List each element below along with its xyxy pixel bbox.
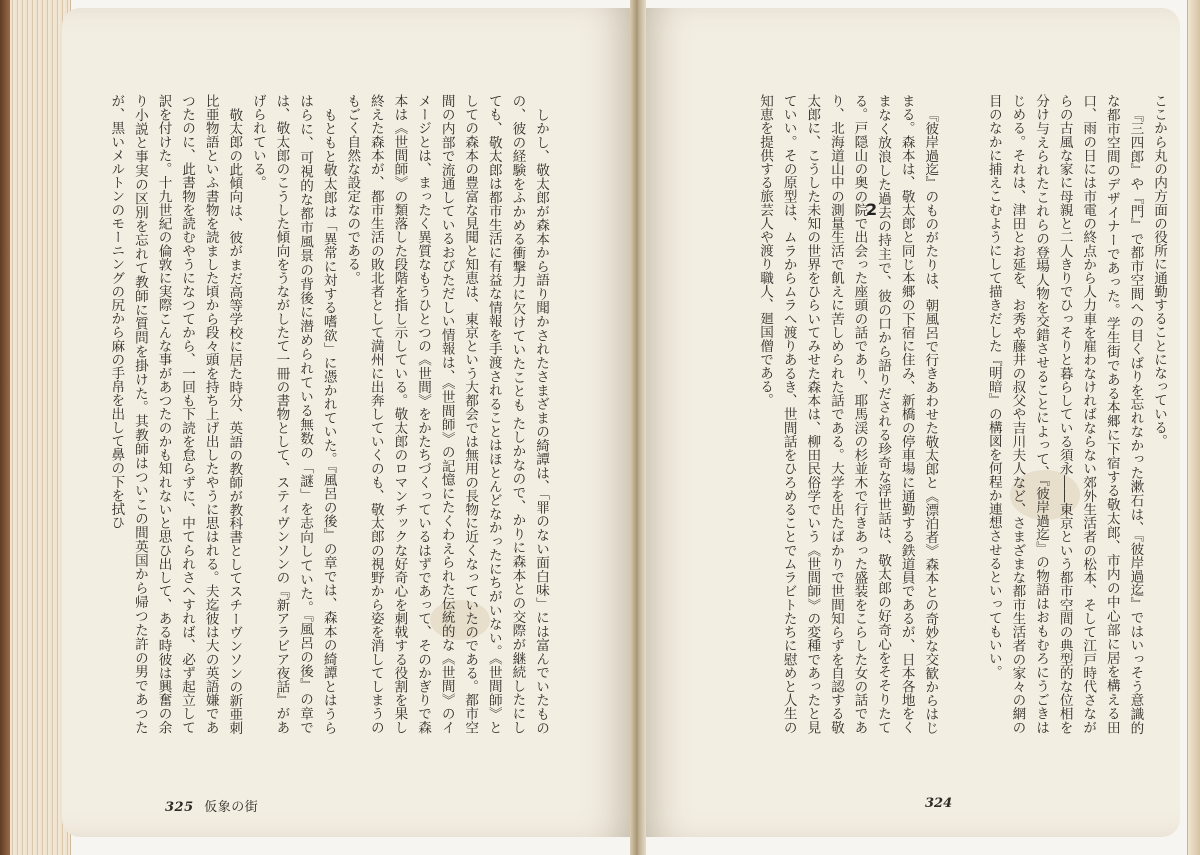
right-page-body [688, 94, 1170, 734]
right-paragraph: 『彼岸過迄』のものがたりは、朝風呂で行きあわせた敬太郎と《漂泊者》森本との奇妙な交歓からはじまる。森本は、敬太郎と同じ本郷の下宿に住み、新橋の停車場に通勤する鉄道員であるが、日本各地をくまなく放浪した過去の持主で、彼の口から語りだされる珍奇な浮世話は、敬太郎の好奇心をそそりたてる。戸隠山の奥の院で出会った座頭の話であり、耶馬渓の杉並木で行きあった盛装をこらした女の話であり、北海道山中の測量生活で飢えに苦しめられた話である。大学を出たばかりで世間知らずを自認する敬太郎に、こうした未知の世界をひらいてみせた森本は、柳田民俗学でいう《世間師》の変種であったと見ていい。その原型は、ムラからムラへ渡りあるき、世間話をひろめることでムラビトたちに慰めと人生の知恵を提供する旅芸人や渡り職人、廻国僧である。 [757, 94, 939, 734]
left-paragraph: 敬太郎の此傾向は、彼がまだ高等学校に居た時分、英語の教師が教科書としてスチーヴンソンの新亜刺比亜物語といふ書物を読ました頃から段々頭を持ち上げ出したやうに思はれる。夫迄彼は大の英語嫌であつたのに、此書物を読むやうになつてから、一回も下読を怠らずに、中てられさへすれば、必ず起立して訳を付けた。十九世紀の倫敦に実際こんな事があつたのかも知れないと思ひ出して、ある時彼は興奮の余り小説と事実の区別を忘れて教師に質問を掛けた。其教師はついこの間英国から帰つた許の男であつたが、黒いメルトンのモーニングの尻から麻の手帛を出して鼻の下を拭ひ [108, 94, 243, 734]
left-page-body [108, 94, 552, 734]
section-spacer [941, 94, 981, 734]
left-cover-edge [0, 0, 10, 855]
right-paragraph: ここから丸の内方面の役所に通勤することになっている。 [1151, 94, 1167, 448]
running-title: 仮象の街 [204, 800, 259, 815]
left-page-edges [0, 0, 71, 855]
section-number: 2 [866, 200, 878, 219]
left-folio [165, 796, 258, 815]
right-page-number: 324 [925, 796, 953, 811]
left-paragraph: しかし、敬太郎が森本から語り聞かされたさまざまの綺譚は、「罪のない面白味」には富んでいたものの、彼の経験をふかめる衝撃力に欠けていたことも たしかなので、かりに森本との交際が継続したにしても、敬太郎は都市生活に有益な情報を手渡されることはほとんどなかったにちがいない。《世間師》としての森本の豊富な見聞と知恵は、東京という大都会では無用の長物に近くなっていたのである。都市空間の内部で流通しているおびただしい情報は、《世間師》の記憶にたくわえられた伝統的な《世間》のイメージとは、まったく異質なもうひとつの《世間》をかたちづくっているはずであって、そのかぎりで森本は《世間師》の類落した段階を指し示している。敬太郎のロマンチックな好奇心を刺戟する役割を果し終えた森本が、都市生活の敗北者として満州に出奔していくのも、敬太郎の視野から姿を消してしまうのもごく自然な設定なのである。 [344, 94, 549, 734]
left-page-number: 325 [165, 800, 194, 815]
right-paragraph: 『三四郎』や『門』で都市空間への目くばりを忘れなかった漱石は、『彼岸過迄』ではいっそう意識的な都市空間のデザイナーであった。学生街である本郷に下宿する敬太郎、市内の中心部に居を構える田口、雨の日には市電の終点から人力車を雇わなければならない郊外生活者の松本、そして江戸時代さながらの古風な家に母親と二人きりでひっそりと暮らしている須永――東京という都市空間の典型的な位相を分け与えられたこれらの登場人物を交錯させることによって、『彼岸過迄』の物語はおもむろにうごきはじめる。それは、津田とお延を、お秀や藤井の叔父や吉川夫人など、さまざまな都市生活者の家々の網の目のなかに捕えこむようにして描きだした『明暗』の構図を何程か連想させるといってもいい。 [985, 94, 1144, 734]
right-page-edges [1187, 0, 1200, 855]
book-gutter [630, 0, 646, 855]
left-paragraph: もともと敬太郎は「異常に対する嗜欲」に憑かれていた。『風呂の後』の章では、森本の綺譚とはうらはらに、可視的な都市風景の背後に潜められている無数の「謎」を志向していた。『風呂の後』の章では、敬太郎のこうした傾向をうながしたて一冊の書物として、スティヴンソンの『新アラビア夜話』があげられている。 [249, 94, 337, 734]
